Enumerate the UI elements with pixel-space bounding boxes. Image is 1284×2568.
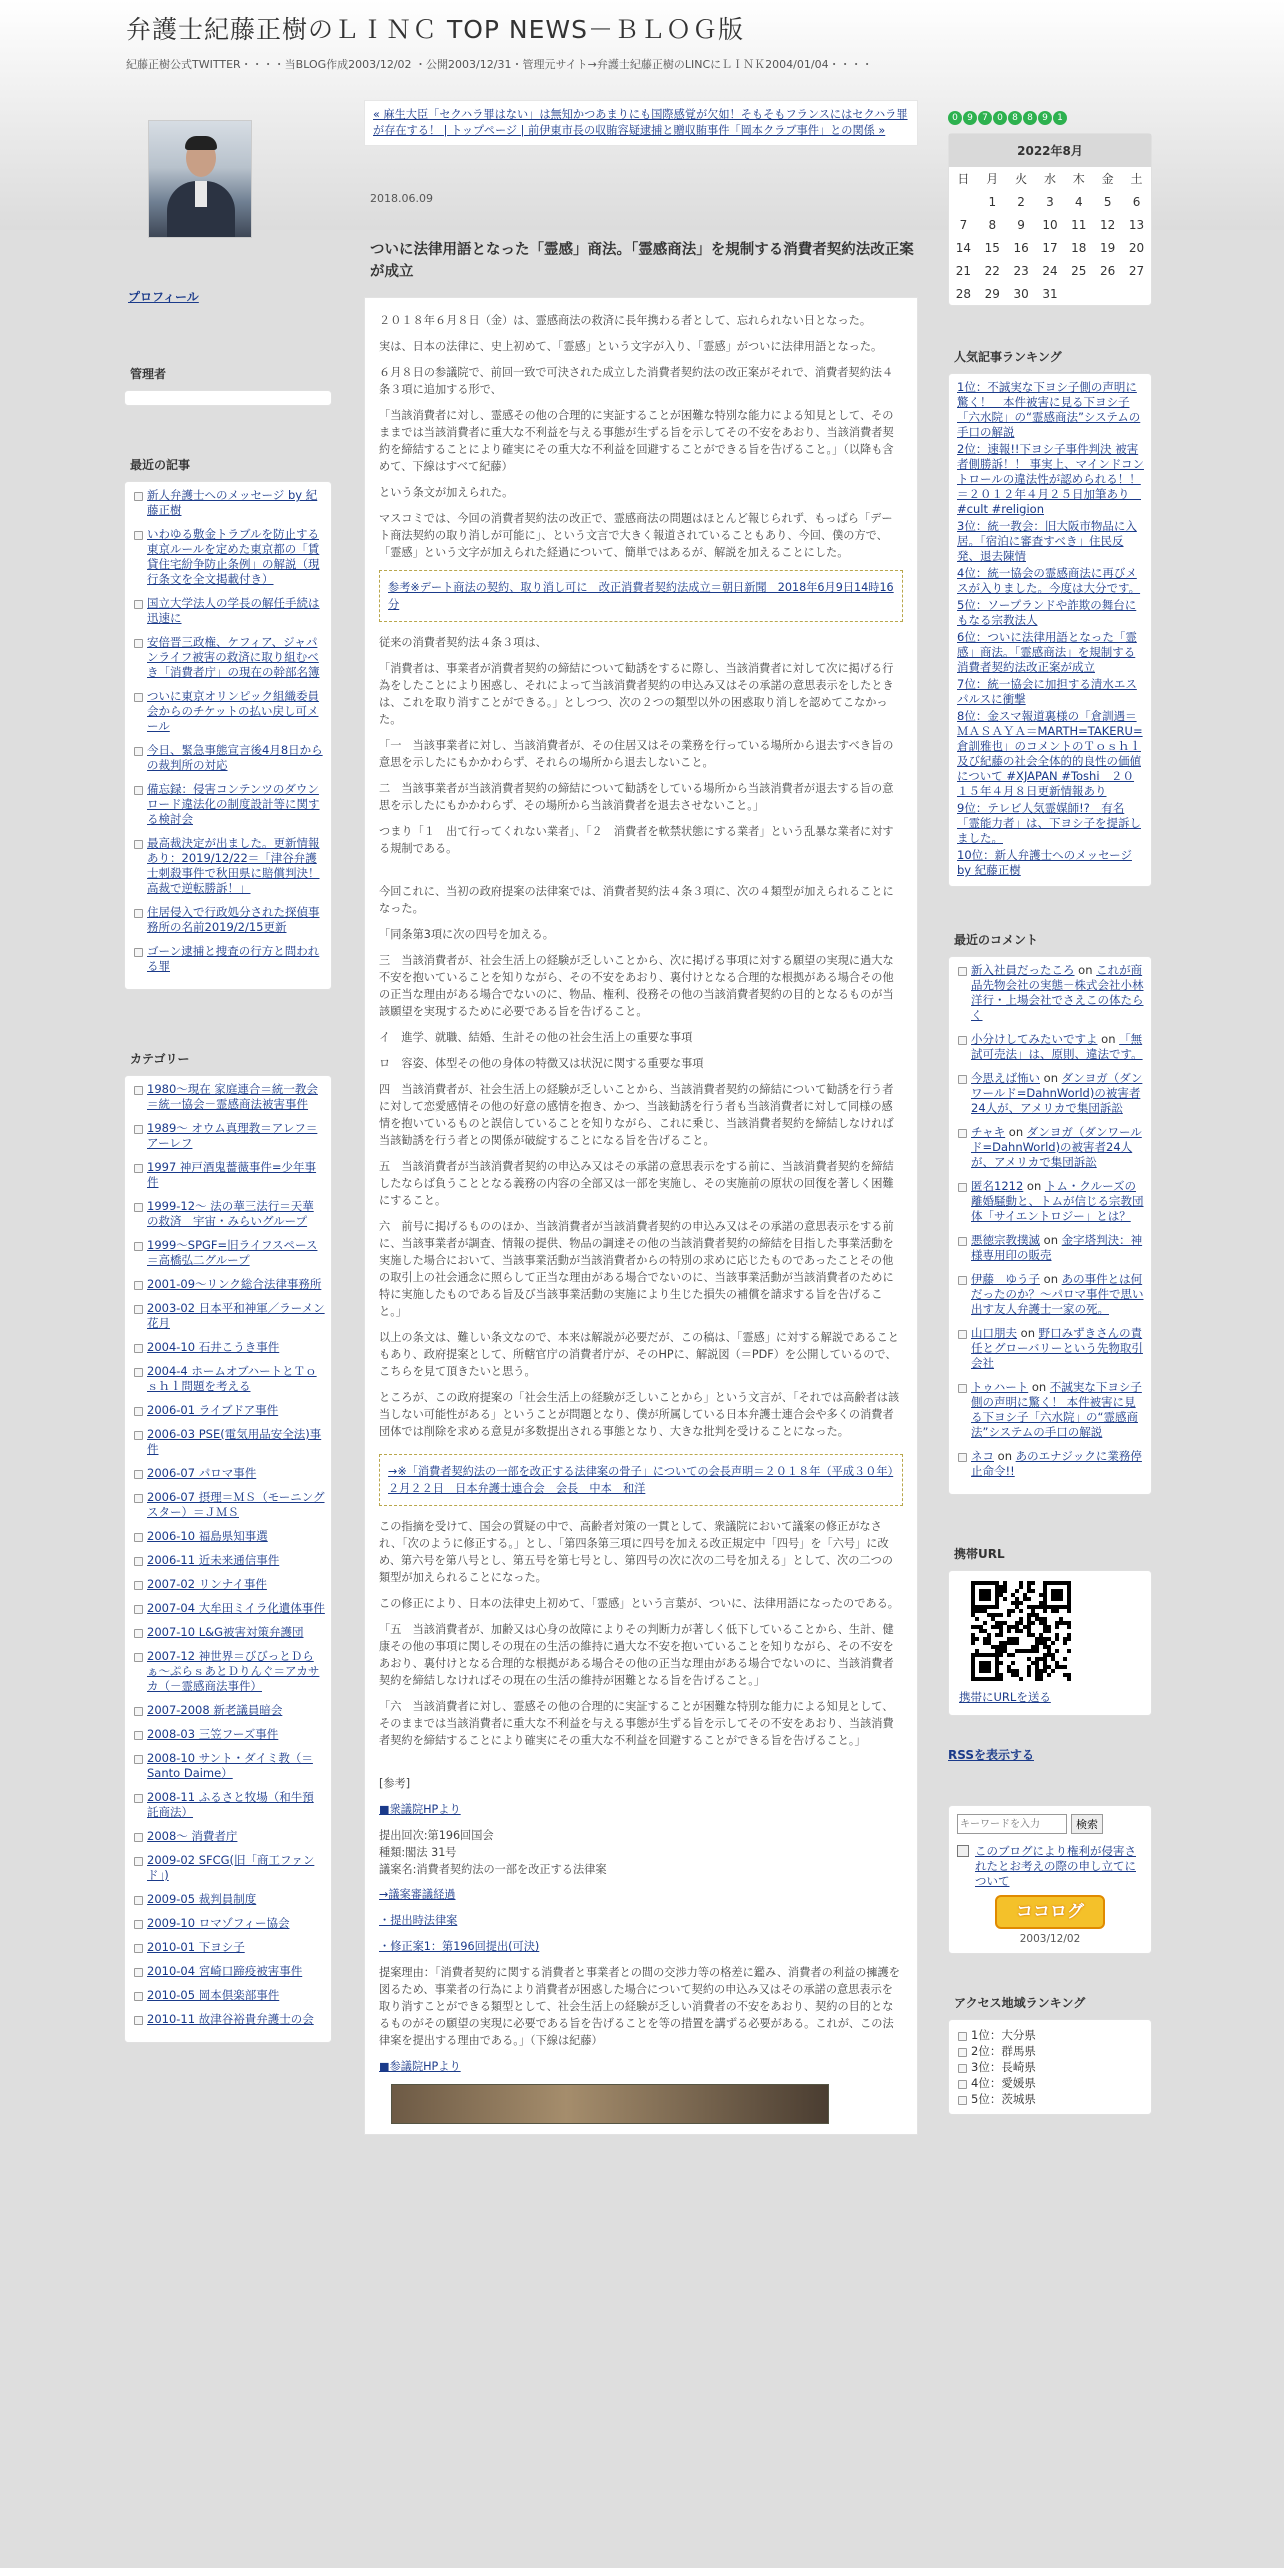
recent-post-link[interactable]: 住居侵入で行政処分された探偵事務所の名前2019/2/15更新 [147, 905, 320, 934]
paragraph: ６月８日の参議院で、前回一致で可決された成立した消費者契約法の改正案がそれで、消費者契約法４条３項に追加する形で、 [379, 366, 894, 396]
category-item [133, 1853, 325, 1883]
category-item [133, 1751, 325, 1781]
reference-box-1 [379, 570, 903, 622]
calendar-day: 10 [1042, 217, 1058, 232]
category-link[interactable]: 2006-01 ライブドア事件 [147, 1403, 279, 1417]
area-ranking-item: 3位：長崎県 [957, 2060, 1145, 2075]
calendar-day: 4 [1074, 194, 1083, 209]
calendar-week [949, 236, 1151, 259]
recent-post-link[interactable]: 最高裁決定が出ました。更新情報あり：2019/12/22＝「津谷弁護士刺殺事件で秋田県に賠償判決！高裁で逆転勝訴！」 [147, 836, 320, 895]
counter-digit: 7 [978, 111, 992, 125]
left-sidebar [124, 100, 332, 2043]
category-link[interactable]: 1999～SPGF=旧ライフスペース＝高橋弘二グループ [147, 1238, 318, 1267]
category-link[interactable]: 2007-2008 新老議員暗会 [147, 1703, 283, 1717]
calendar-table [949, 167, 1151, 305]
category-link[interactable]: 2010-05 岡本倶楽部事件 [147, 1988, 280, 2002]
category-link[interactable]: 2003-02 日本平和神軍／ラーメン花月 [147, 1301, 325, 1330]
category-item [133, 1553, 325, 1568]
reference-box-2 [379, 1454, 903, 1506]
recent-post-link[interactable]: 今日、緊急事態宣言後4月8日からの裁判所の対応 [147, 743, 323, 772]
recent-post-link[interactable]: 国立大学法人の学長の解任手続は迅速に [147, 596, 320, 625]
paragraph: この指摘を受けて、国会の質疑の中で、高齢者対策の一貫として、衆議院において議案の修正がなされ、「次のように修正する。」とし、「第四条第三項に四号を加える改正規定中「四号」を「六号」に改め、第六号を第八号とし、第五号を第七号とし、第四号の次に次の二号を加える」として、次の二つの類型が加えられることになった。 [379, 1520, 893, 1584]
recent-post-item [133, 782, 325, 827]
calendar-day: 9 [1017, 217, 1025, 232]
calendar-day: 11 [1071, 217, 1087, 232]
calendar-day: 8 [988, 217, 997, 232]
calendar-day: 13 [1128, 217, 1145, 232]
comment-author[interactable]: 伊藤 ゆう子 [971, 1272, 1040, 1286]
post-navigation[interactable]: « 麻生大臣「セクハラ罪はない」は無知かつあまりにも国際感覚が欠如！そもそもフランスにはセクハラ罪が存在する！ | トップページ | 前伊東市長の収賄容疑逮捕と贈収賄事件「岡本クラブ事件」との関係 » [373, 108, 908, 137]
category-item [133, 1301, 325, 1331]
comment-post-link[interactable]: あのエナジックに業務停止命令!! [971, 1449, 1142, 1478]
comments-title: 最近のコメント [954, 933, 1039, 947]
area-ranking-list [948, 2019, 1152, 2115]
calendar-week [949, 190, 1151, 213]
comment-on-text: on [1040, 1272, 1062, 1286]
category-item [133, 1727, 325, 1742]
comment-item [957, 1380, 1145, 1440]
bill-text-link[interactable]: ・提出時法律案 [379, 1914, 458, 1927]
mobile-send-link[interactable]: 携帯にURLを送る [959, 1690, 1051, 1704]
comment-post-link[interactable]: あの事件とは何だったのか？～パロマ事件で思い出す友人弁護士一家の死。 [971, 1272, 1144, 1316]
blog-header [126, 10, 1166, 72]
counter-digit: 9 [1038, 111, 1052, 125]
calendar-day: 15 [984, 240, 1000, 255]
ref-head: [参考] [379, 1777, 411, 1790]
calendar-weekday: 金 [1101, 172, 1114, 186]
report-icon [957, 1845, 969, 1857]
category-item [133, 2012, 325, 2027]
paragraph [379, 866, 903, 874]
paragraph: つまり「１ 出て行ってくれない業者」、「２ 消費者を軟禁状態にする業者」という乱暴な業者に対する規制である。 [379, 825, 894, 855]
calendar-day: 26 [1100, 263, 1116, 278]
ranking-item [957, 848, 1145, 878]
category-list [124, 1075, 332, 2043]
comment-author[interactable]: 匿名1212 [971, 1179, 1024, 1193]
ranking-item [957, 566, 1145, 596]
calendar [948, 133, 1152, 306]
ranking-link[interactable]: 6位：ついに法律用語となった「霊感」商法。「霊感商法」を規制する消費者契約法改正案が成立 [957, 630, 1137, 674]
category-item [133, 1466, 325, 1481]
ranking-item [957, 380, 1145, 440]
calendar-weekday: 月 [986, 172, 999, 186]
recent-post-link[interactable]: 新人弁護士へのメッセージ by 紀藤正樹 [147, 488, 318, 517]
category-item [133, 1199, 325, 1229]
mobile-title: 携帯URL [954, 1547, 1005, 1561]
category-item [133, 1160, 325, 1190]
category-link[interactable]: 1989～ オウム真理教＝アレフ＝アーレフ [147, 1121, 318, 1150]
recent-post-item [133, 743, 325, 773]
category-link[interactable]: 2006-03 PSE(電気用品安全法)事件 [147, 1427, 322, 1456]
post-date: 2018.06.09 [370, 192, 433, 205]
blog-description: 紀藤正樹公式TWITTER・・・・当BLOG作成2003/12/02 ・公開2003/12/31・管理元サイト→弁護士紀藤正樹のLINCにＬＩＮＫ2004/01/04・・・・ [126, 58, 873, 71]
access-counter [948, 109, 1152, 125]
recent-post-link[interactable]: いわゆる敷金トラブルを防止する東京ルールを定めた東京都の「賃貸住宅紛争防止条例」の解説（現行条文を全文掲載付き） [147, 527, 320, 586]
calendar-day: 19 [1100, 240, 1116, 255]
category-link[interactable]: 2001-09～リンク総合法律事務所 [147, 1277, 322, 1291]
calendar-day: 31 [1042, 286, 1058, 301]
recent-post-item [133, 836, 325, 896]
paragraph: 六 前号に掲げるもののほか、当該消費者が当該消費者契約の申込み又はその承諾の意思表示をする前に、当該事業者が調査、情報の提供、物品の調達その他の当該消費者契約の締結を目指した事業活動を実施した場合において、当該事業活動が当該消費者からの特別の求めに応じたものであったことその他の取引上の社会通念に照らして正当な理由がある場合でないのに、当該事業活動が当該消費者のために特に実施したものである旨及び当該事業活動の実施により生じた損失の補償を請求する旨を告げること。」 [379, 1220, 894, 1318]
category-item [133, 1403, 325, 1418]
ranking-link[interactable]: 5位：ソープランドや詐欺の舞台にもなる宗教法人 [957, 598, 1137, 627]
paragraph: 二 当該事業者が当該消費者契約の締結について勧誘をしている場所から当該消費者が退去する旨の意思を示したにもかかわらず、その場所から当該消費者を退去させないこと。」 [379, 782, 894, 812]
recent-post-item [133, 635, 325, 680]
category-link[interactable]: 2009-02 SFCG(旧「商工ファンド」) [147, 1853, 315, 1882]
ranking-title: 人気記事ランキング [954, 350, 1062, 364]
paragraph: ロ 容姿、体型その他の身体の特徴又は状況に関する重要な事項 [379, 1057, 704, 1070]
comment-on-text: on [1074, 963, 1097, 977]
report-link[interactable]: このブログにより権利が侵害されたとお考えの際の申し立てについて [975, 1844, 1136, 1888]
recent-post-item [133, 596, 325, 626]
comment-post-link[interactable]: 不誠実な下ヨシ子側の声明に驚く！ 本件被害に見る下ヨシ子「六水院」の“霊感商法”システムの手口の解説 [971, 1380, 1142, 1439]
category-item [133, 1988, 325, 2003]
paragraph: 「五 当該消費者が、加齢又は心身の故障によりその判断力が著しく低下していることから、生計、健康その他の事項に関しその現在の生活の維持に過大な不安を抱いていることを知りながら、その不安をあおり、裏付けとなる合理的な根拠がある場合その他の正当な理由がある場合でないのに、当該消費者契約を締結しなければその現在の生活の維持が困難となる旨を告げること。」 [379, 1623, 894, 1687]
comment-item [957, 1233, 1145, 1263]
ranking-link[interactable]: 8位：金スマ報道裏様の「倉訓遇＝ＭＡＳＡＹＡ＝MARTH=TAKERU=倉訓雅也」のコメントのＴｏｓｈｌ及び紀藤の社会全体的的良性の価値について #XJAPAN #Toshi ２０１５年４月８日更新情報あり [957, 709, 1143, 798]
category-item [133, 1121, 325, 1151]
comment-on-text: on [1023, 1179, 1045, 1193]
category-link[interactable]: 1980～現在 家庭連合＝統一教会＝統一協会－霊感商法被害事件 [147, 1082, 318, 1111]
calendar-day: 12 [1100, 217, 1116, 232]
calendar-day: 16 [1013, 240, 1029, 255]
ranking-item [957, 442, 1145, 517]
recent-post-link[interactable]: 備忘録：侵害コンテンツのダウンロード違法化の制度設計等に関する検討会 [147, 782, 320, 826]
category-link[interactable]: 2007-04 大牟田ミイラ化遺体事件 [147, 1601, 325, 1615]
comment-item [957, 1326, 1145, 1371]
comment-on-text: on [1005, 1125, 1027, 1139]
counter-digit: 0 [993, 111, 1007, 125]
calendar-day: 24 [1042, 263, 1058, 278]
category-link[interactable]: 2008-11 ふるさと牧場（和牛預託商法） [147, 1790, 314, 1819]
post-body [364, 297, 918, 2135]
ref-session: 提出回次:第196回国会 [379, 1829, 494, 1842]
blog-title[interactable]: 弁護士紀藤正樹のＬＩＮＣ TOP NEWS－ＢＬＯＧ版 [126, 15, 745, 44]
calendar-weekday: 水 [1043, 172, 1056, 186]
comment-post-link[interactable]: 野口みずきさんの責任とグローバリーという先物取引会社 [971, 1326, 1143, 1370]
category-link[interactable]: 2004-10 石井こうき事件 [147, 1340, 280, 1354]
calendar-day [949, 190, 978, 213]
calendar-day: 18 [1071, 240, 1087, 255]
recent-post-link[interactable]: ついに東京オリンピック組織委員会からのチケットの払い戻し可メール [147, 689, 320, 733]
category-item [133, 1940, 325, 1955]
comment-author[interactable]: ネコ [971, 1449, 994, 1463]
calendar-day: 21 [955, 263, 972, 278]
comment-on-text: on [994, 1449, 1016, 1463]
category-item [133, 1427, 325, 1457]
category-link[interactable]: 2006-07 パロマ事件 [147, 1466, 257, 1480]
comment-item [957, 1272, 1145, 1317]
paragraph: 三 当該消費者が、社会生活上の経験が乏しいことから、次に掲げる事項に対する願望の実現に過大な不安を抱いていることを知りながら、その不安をあおり、裏付けとなる合理的な根拠がある場合その他の正当な理由がある場合でないのに、物品、権利、役務その他の当該消費者契約の目的となるものが当該願望を実現するために必要である旨を告げること。 [379, 954, 894, 1018]
category-link[interactable]: 2008-03 三笠フーズ事件 [147, 1727, 279, 1741]
paragraph: 「一 当該事業者に対し、当該消費者が、その住居又はその業務を行っている場所から退去すべき旨の意思を示したにもかかわらず、それらの場所から退去しないこと。 [379, 739, 894, 769]
amendment-link[interactable]: ・修正案1：第196回提出(可決) [379, 1940, 540, 1953]
recent-posts-title: 最近の記事 [130, 458, 191, 472]
main-content [364, 100, 918, 2135]
comment-item [957, 1449, 1145, 1479]
sangiin-link[interactable]: ■参議院HPより [379, 2060, 461, 2073]
calendar-day: 25 [1071, 263, 1087, 278]
paragraph: 「同条第3項に次の四号を加える。 [379, 928, 554, 941]
comment-on-text: on [1040, 1233, 1062, 1247]
category-item [133, 1277, 325, 1292]
calendar-day: 7 [959, 217, 968, 232]
comment-author[interactable]: トゥハート [971, 1380, 1029, 1394]
reference-link-2[interactable]: →※「消費者契約法の一部を改正する法律案の骨子」についての会長声明＝２０１８年（平成３０年）２月２２日 日本弁護士連合会 会長 中本 和洋 [388, 1465, 894, 1495]
calendar-weekday: 日 [957, 172, 970, 186]
comment-on-text: on [1097, 1032, 1120, 1046]
recent-posts-list [124, 481, 332, 990]
ranking-link[interactable]: 7位：統一協会に加担する清水エスパルスに衝撃 [957, 677, 1137, 706]
calendar-day: 2 [1017, 194, 1025, 209]
comment-author[interactable]: 悪徳宗教撲滅 [971, 1233, 1040, 1247]
comment-post-link[interactable]: これが商品先物会社の実態－株式会社小林洋行・上場会社でさえこの体たらく [971, 963, 1144, 1022]
calendar-weekday: 土 [1130, 172, 1143, 186]
category-item [133, 1625, 325, 1640]
paragraph: ところが、この政府提案の「社会生活上の経験が乏しいことから」という文言が、「それでは高齢者は該当しない可能性がある」ということが問題となり、僕が所属している日本弁護士連合会や多くの消費者団体では削除を求める意見が多数提出される事態となり、大きな批判を受けることになった。 [379, 1391, 900, 1438]
category-item [133, 1601, 325, 1616]
calendar-title: 2022年8月 [949, 134, 1151, 167]
category-item [133, 1892, 325, 1907]
ref-reason: 提案理由：「消費者契約に関する消費者と事業者との間の交渉力等の格差に鑑み、消費者の利益の擁護を図るため、事業者の行為により消費者が困惑した場合について契約の申込み又はその承諾の意思表示を取り消すことができる類型として、社会生活上の経験が乏しい消費者の不安をあおり、契約の目的となるものがその願望の実現に必要である旨を告げることを等の措置を講ずる必要がある。これが、この法律案を提出する理由である。」（下線は紀藤） [379, 1966, 900, 2047]
ranking-item [957, 519, 1145, 564]
calendar-day: 20 [1128, 240, 1145, 255]
ranking-item [957, 630, 1145, 675]
recent-post-item [133, 689, 325, 734]
category-link[interactable]: 2007-02 リンナイ事件 [147, 1577, 267, 1591]
calendar-day: 23 [1013, 263, 1029, 278]
category-link[interactable]: 2009-05 裁判員制度 [147, 1892, 257, 1906]
ranking-link[interactable]: 3位：統一教会：旧大阪市物品に入居。「宿泊に審査すべき」住民反発、退去陳情 [957, 519, 1137, 563]
counter-digit: 1 [1053, 111, 1067, 125]
calendar-weekday: 火 [1015, 172, 1028, 186]
paragraph: 実は、日本の法律に、史上初めて、「霊感」という文字が入り、「霊感」がついに法律用語となった。 [379, 340, 883, 353]
category-link[interactable]: 2008-10 サント・ダイミ教（＝Santo Daime） [147, 1751, 313, 1780]
paragraph: ２０１８年６月８日（金）は、霊感商法の救済に長年携わる者として、忘れられない日となった。 [379, 314, 872, 327]
ranking-item [957, 801, 1145, 846]
category-item [133, 1340, 325, 1355]
category-item [133, 1790, 325, 1820]
category-item [133, 1529, 325, 1544]
ranking-link[interactable]: 4位：統一協会の霊感商法に再びメスが入りました。今度は大分です。 [957, 566, 1141, 595]
category-link[interactable]: 1997 神戸酒鬼薔薇事件=少年事件 [147, 1160, 317, 1189]
calendar-day: 28 [955, 286, 972, 301]
calendar-week [949, 259, 1151, 282]
calendar-weekday: 木 [1072, 172, 1085, 186]
recent-post-link[interactable]: 安倍晋三政権、ケフィア、ジャパンライフ被害の救済に取り組むべき「消費者庁」の現在の幹部名簿 [147, 635, 320, 679]
category-title: カテゴリー [130, 1052, 190, 1066]
shugiin-link[interactable]: ■衆議院HPより [379, 1803, 461, 1816]
comments-list [948, 956, 1152, 1495]
category-link[interactable]: 2006-10 福島県知事選 [147, 1529, 268, 1543]
comment-author[interactable]: 山口朋夫 [971, 1326, 1017, 1340]
category-link[interactable]: 2006-07 摂理＝ＭＳ（モーニングスター）＝ＪＭＳ [147, 1490, 325, 1519]
category-item [133, 1490, 325, 1520]
ranking-item [957, 709, 1145, 799]
qr-code [971, 1581, 1071, 1681]
comment-item [957, 1179, 1145, 1224]
paragraph: 四 当該消費者が、社会生活上の経験が乏しいことから、当該消費者契約の締結について勧誘を行う者に対して恋愛感情その他の好意の感情を抱き、かつ、当該勧誘を行う者も当該消費者に対して同様の感情を抱いているものと誤信していることを知りながら、これに乗じ、当該消費者契約を締結しなければ当該勧誘を行う者との関係が破綻することになる旨を告げること。 [379, 1083, 894, 1147]
category-item [133, 1238, 325, 1268]
comment-post-link[interactable]: ダンヨガ（ダンワールド=DahnWorld)の被害者24人が、アメリカで集団訴訟 [971, 1071, 1143, 1115]
comment-on-text: on [1040, 1071, 1062, 1085]
calendar-week [949, 213, 1151, 236]
paragraph: 従来の消費者契約法４条３項は、 [379, 636, 547, 649]
paragraph: 「消費者は、事業者が消費者契約の締結について勧誘をするに際し、当該消費者に対して次に掲げる行為をしたことにより困惑し、それによって当該消費者契約の申込み又はその承諾の意思表示をしたときは、これを取り消すことができる。」としつつ、次の２つの類型以外の困惑取り消しを認めてこなかった。 [379, 662, 894, 726]
category-link[interactable]: 2006-11 近未来通信事件 [147, 1553, 280, 1567]
sangiin-photo [391, 2084, 829, 2124]
calendar-day: 22 [984, 263, 1000, 278]
recent-post-item [133, 488, 325, 518]
cocolog-date: 2003/12/02 [1019, 1933, 1081, 1945]
counter-digit: 8 [1023, 111, 1037, 125]
area-ranking-item: 2位：群馬県 [957, 2044, 1145, 2059]
recent-post-link[interactable]: ゴーン逮捕と捜査の行方と問われる罪 [147, 944, 320, 973]
calendar-day [1122, 282, 1151, 305]
calendar-day: 30 [1013, 286, 1029, 301]
comment-item [957, 1032, 1145, 1062]
search-input[interactable] [957, 1814, 1067, 1834]
comment-author[interactable]: 小分けしてみたいですよ [971, 1032, 1098, 1046]
category-link[interactable]: 1999-12～ 法の華三法行＝天華の救済 宇宙・みらいグループ [147, 1199, 314, 1228]
category-link[interactable]: 2007-12 神世界＝びびっとＤらぁ～ぷらｓあとＤりんぐ＝アカサカ（－霊感商法事件） [147, 1649, 320, 1693]
calendar-day: 14 [955, 240, 972, 255]
ranking-link[interactable]: 9位：テレビ人気霊媒師!? 有名「霊能力者」は、下ヨシ子を提訴しました。 [957, 801, 1141, 845]
category-item [133, 1649, 325, 1694]
paragraph: この修正により、日本の法律史上初めて、「霊感」という言葉が、ついに、法律用語になったのである。 [379, 1597, 899, 1610]
category-item [133, 1082, 325, 1112]
counter-digit: 0 [948, 111, 962, 125]
paragraph: 今回これに、当初の政府提案の法律案では、消費者契約法４条３項に、次の４類型が加えられることになった。 [379, 885, 894, 915]
area-ranking-title: アクセス地域ランキング [954, 1996, 1086, 2010]
comment-item [957, 963, 1145, 1023]
calendar-day [1093, 282, 1122, 305]
calendar-day: 17 [1042, 240, 1058, 255]
cocolog-logo[interactable]: ココログ [995, 1895, 1105, 1929]
counter-digit: 9 [963, 111, 977, 125]
recent-post-item [133, 944, 325, 974]
category-link[interactable]: 2008～ 消費者庁 [147, 1829, 238, 1843]
comment-item [957, 1071, 1145, 1116]
calendar-day: 27 [1128, 263, 1145, 278]
right-sidebar [948, 100, 1152, 2115]
admin-title: 管理者 [130, 367, 167, 381]
bill-process-link[interactable]: →議案審議経過 [379, 1888, 456, 1901]
ref-bill: 議案名:消費者契約法の一部を改正する法律案 [379, 1863, 607, 1876]
calendar-header-row [949, 167, 1151, 190]
reference-link-1[interactable]: 参考※デート商法の契約、取り消し可に 改正消費者契約法成立＝朝日新聞 2018年6月9日14時16分 [388, 581, 894, 611]
calendar-week [949, 282, 1151, 305]
category-item [133, 1964, 325, 1979]
area-ranking-item: 4位：愛媛県 [957, 2076, 1145, 2091]
recent-post-item [133, 905, 325, 935]
paragraph: 以上の条文は、難しい条文なので、本来は解説が必要だが、この稿は、「霊感」に対する解説であることもあり、政府提案として、所轄官庁の消費者庁が、そのHPに、解説図（＝PDF）を公開しているので、こちらを見て頂きたいと思う。 [379, 1331, 899, 1378]
admin-box [124, 390, 332, 406]
paragraph: という条文が加えられた。 [379, 486, 514, 499]
comment-author[interactable]: チャキ [971, 1125, 1006, 1139]
rss-link[interactable]: RSSを表示する [948, 1748, 1034, 1762]
category-link[interactable]: 2010-11 故津谷裕貴弁護士の会 [147, 2012, 314, 2026]
ranking-link[interactable]: 10位：新人弁護士へのメッセージ by 紀藤正樹 [957, 848, 1132, 877]
post-title[interactable]: ついに法律用語となった「霊感」商法。「霊感商法」を規制する消費者契約法改正案が成立 [370, 242, 914, 280]
comment-author[interactable]: 今思えば怖い [971, 1071, 1040, 1085]
ranking-list [957, 380, 1145, 878]
category-link[interactable]: 2010-04 宮崎口蹄疫被害事件 [147, 1964, 303, 1978]
ranking-item [957, 598, 1145, 628]
ref-type: 種類:閣法 31号 [379, 1846, 457, 1859]
calendar-day: 29 [984, 286, 1000, 301]
calendar-day: 3 [1046, 194, 1054, 209]
calendar-day [1064, 282, 1093, 305]
comment-on-text: on [1017, 1326, 1039, 1340]
paragraph: 「当該消費者に対し、霊感その他の合理的に実証することが困難な特別な能力による知見として、そのままでは当該消費者に重大な不利益を与える事態が生ずる旨を示してその不安をあおり、当該消費者契約を締結することにより確実にその重大な不利益を回避することができる旨を告げること。」（以降も含めて、下線はすべて紀藤） [379, 409, 894, 473]
calendar-day: 1 [988, 194, 997, 209]
category-item [133, 1703, 325, 1718]
comment-post-link[interactable]: トム・クルーズの離婚騒動と、トムが信じる宗教団体「サイエントロジー」とは？ [971, 1179, 1144, 1223]
comment-on-text: on [1028, 1380, 1050, 1394]
comment-post-link[interactable]: ダンヨガ（ダンワールド=DahnWorld)の被害者24人が、アメリカで集団訴訟 [971, 1125, 1142, 1169]
paragraph: 「六 当該消費者に対し、霊感その他の合理的に実証することが困難な特別な能力による知見として、そのままでは当該消費者に重大な不利益を与える事態が生ずる旨を示してその不安をあおり、当該消費者契約を締結することにより確実にその重大な不利益を回避することができる旨を告げること。」 [379, 1700, 894, 1747]
ranking-link[interactable]: 1位：不誠実な下ヨシ子側の声明に驚く！ 本件被害に見る下ヨシ子「六水院」の“霊感商法”システムの手口の解説 [957, 380, 1141, 439]
calendar-day: 6 [1132, 194, 1141, 209]
paragraph: マスコミでは、今回の消費者契約法の改正で、霊感商法の問題はほとんど報じられず、もっぱら「デート商法契約の取り消しが可能に」、という文言で大きく報道されていることもあり、今回、僕の方で、「霊感」という文字が加えられた経過について、簡単ではあるが、解説を加えることにした。 [379, 512, 893, 559]
category-link[interactable]: 2004-4 ホームオブハートとＴｏｓｈｌ問題を考える [147, 1364, 317, 1393]
category-item [133, 1916, 325, 1931]
category-link[interactable]: 2009-10 ロマゾフィー協会 [147, 1916, 290, 1930]
area-ranking-item: 5位：茨城県 [957, 2092, 1145, 2107]
recent-post-item [133, 527, 325, 587]
profile-link[interactable]: プロフィール [128, 290, 199, 304]
comment-item [957, 1125, 1145, 1170]
profile-photo[interactable] [148, 120, 252, 238]
counter-digit: 8 [1008, 111, 1022, 125]
area-ranking-item: 1位：大分県 [957, 2028, 1145, 2043]
category-item [133, 1829, 325, 1844]
comment-post-link[interactable]: 「無試可売法」は、原則、違法です。 [971, 1032, 1143, 1061]
search-button[interactable]: 検索 [1071, 1814, 1103, 1834]
category-item [133, 1364, 325, 1394]
paragraph: 五 当該消費者が当該消費者契約の申込み又はその承諾の意思表示をする前に、当該消費者契約を締結したならば負うこととなる義務の内容の全部又は一部を実施し、その実施前の原状の回復を著しく困難にすること。 [379, 1160, 894, 1207]
ranking-item [957, 677, 1145, 707]
category-link[interactable]: 2010-01 下ヨシ子 [147, 1940, 245, 1954]
ranking-link[interactable]: 2位：速報!!下ヨシ子事件判決 被害者側勝訴！！ 事実上、マインドコントロールの違法性が認められる！！＝２０１２年４月２５日加筆あり #cult #religion [957, 442, 1144, 516]
comment-post-link[interactable]: 金字塔判決：神様専用印の販売 [971, 1233, 1143, 1262]
comment-author[interactable]: 新入社員だったころ [971, 963, 1075, 977]
category-item [133, 1577, 325, 1592]
calendar-day: 5 [1103, 194, 1112, 209]
paragraph: イ 進学、就職、結婚、生計その他の社会生活上の重要な事項 [379, 1031, 693, 1044]
category-link[interactable]: 2007-10 L&G被害対策弁護団 [147, 1625, 304, 1639]
